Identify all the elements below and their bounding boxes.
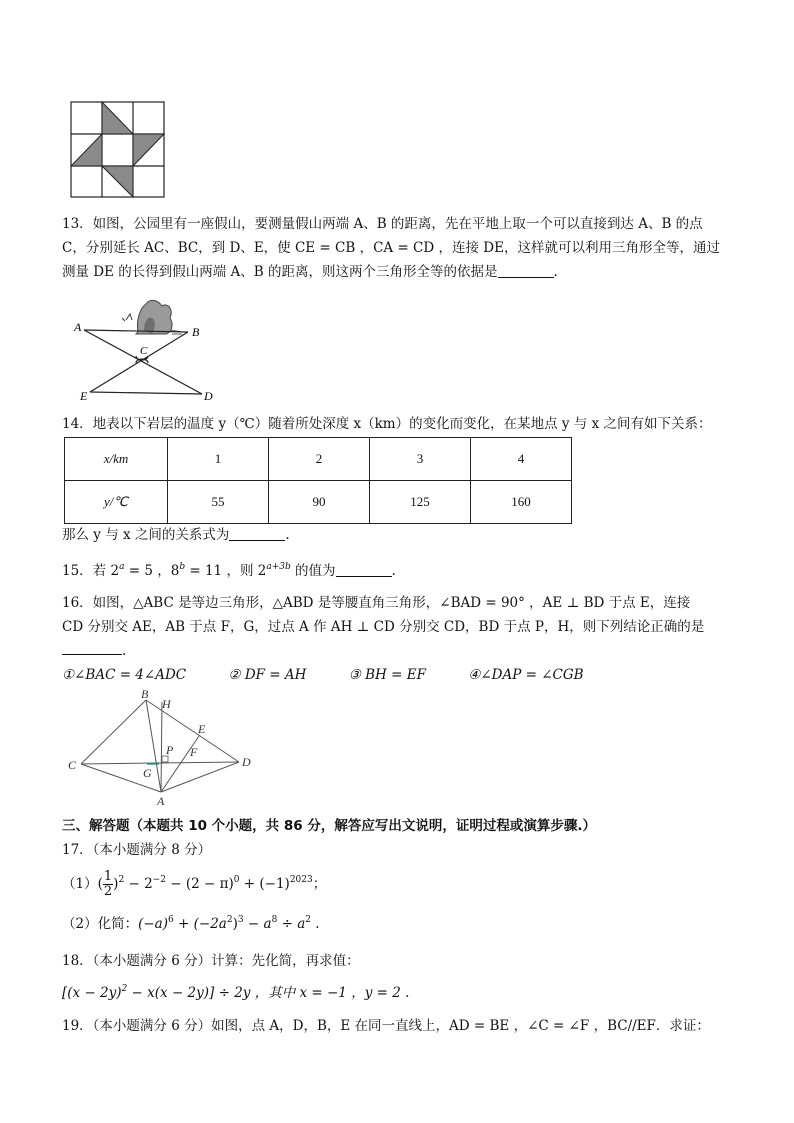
triangle-abc-abd-figure: [64, 688, 264, 806]
q16-label-g: G: [143, 766, 152, 780]
rockery-triangle-figure: [70, 290, 220, 402]
q16-label-e: E: [198, 722, 206, 736]
question-16: [62, 591, 742, 687]
q16-label-p: P: [166, 743, 174, 757]
q13-line3-text: 测量 DE 的长得到假山两端 A、B 的距离，则这两个三角形全等的依据是: [62, 264, 498, 280]
x-cell: 3: [370, 438, 471, 481]
q17-p1-end: ；: [312, 876, 327, 892]
q16-line3-end: .: [122, 643, 127, 659]
y-cell: 55: [168, 481, 269, 524]
q17-p2-e: ÷ a: [277, 916, 306, 932]
pinwheel-grid-figure: [70, 101, 166, 199]
q17-head: 17．（本小题满分 8 分）: [62, 842, 212, 858]
q17-p2-a: (−a): [138, 916, 168, 932]
q17-p2-d: − a: [243, 916, 272, 932]
q17-p1-sup1: 2: [118, 875, 125, 885]
q17-p1-a: ): [113, 876, 119, 892]
q17-p2-label: （2）化简：: [62, 916, 139, 932]
q17-part-1: （1）( $\frac{1}{2}$ )$^2 - 2^{-2} - (2 - \pi)^0 + (-1)^{2023}$；: [62, 869, 327, 899]
q15-pre: 15．若 2: [62, 563, 120, 579]
x-cell: 1: [168, 438, 269, 481]
y-cell: 90: [269, 481, 370, 524]
q17-p1-d: + (−1): [239, 876, 290, 892]
q18-expr-b: − x(x − 2y)] ÷ 2y ，其中 x = −1 ，y = 2 .: [127, 985, 410, 1001]
q17-p2-sup2: 2: [226, 915, 233, 925]
q13-label-c: C: [140, 345, 148, 357]
q13-label-b: B: [192, 325, 200, 339]
q16-label-b: B: [141, 688, 149, 701]
q16-options: [62, 663, 742, 687]
q15-mid2: = 11 ，则 2: [185, 563, 267, 579]
q17-p2-b: + (−2a: [173, 916, 227, 932]
q16-line1: 16．如图，△ABC 是等边三角形，△ABD 是等腰直角三角形，∠BAD = 90° ，AE ⊥ BD 于点 E，连接: [62, 595, 691, 611]
row-x-label: x/km: [65, 438, 168, 481]
q15-exp-a: a: [119, 562, 125, 572]
question-15: [62, 559, 742, 583]
q17-p2-c: ): [232, 916, 238, 932]
q15-post: 的值为: [290, 563, 336, 579]
q17-p1-label: （1）: [62, 876, 98, 892]
q16-option-4: ④∠DAP = ∠CGB: [468, 667, 584, 683]
q15-mid1: = 5 ，8: [124, 563, 180, 579]
depth-temperature-table: [64, 437, 572, 524]
q18-head: 18．（本小题满分 6 分）计算：先化简，再求值：: [62, 953, 360, 969]
q17-p1-b: − 2: [124, 876, 153, 892]
q19-text: 19．（本小题满分 6 分）如图，点 A，D，B，E 在同一直线上，AD = BE ，∠C = ∠F ，BC//EF．求证：: [62, 1018, 710, 1034]
q17-fraction: [103, 870, 113, 899]
q15-end: .: [391, 563, 396, 579]
q16-line3: [62, 639, 742, 663]
q16-line2: CD 分别交 AE，AB 于点 F，G，过点 A 作 AH ⊥ CD 分别交 CD，BD 于点 P，H，则下列结论正确的是: [62, 619, 705, 635]
q16-label-a: A: [157, 794, 165, 806]
q17-p1-sup2: −2: [152, 875, 166, 885]
q14-after-text: 那么 y 与 x 之间的关系式为: [62, 527, 230, 543]
section-3-title: 三、解答题（本题共 10 个小题，共 86 分，解答应写出文说明，证明过程或演算步骤.）: [62, 818, 597, 834]
answer-blank-15[interactable]: [336, 564, 392, 577]
answer-blank-14[interactable]: [229, 528, 285, 541]
q17-p2-sup1: 6: [168, 915, 174, 925]
q15-exp-b: b: [179, 562, 186, 572]
q13-label-d: D: [204, 389, 213, 402]
q17-fraction-den: 2: [103, 884, 113, 899]
y-cell: 125: [370, 481, 471, 524]
q13-line3: [62, 260, 742, 284]
q17-p1-sup4: 2023: [289, 875, 313, 885]
q17-p2-sup4: 8: [271, 915, 278, 925]
q16-label-d: D: [242, 755, 251, 769]
q16-option-1: ①∠BAC = 4∠ADC: [62, 667, 187, 683]
question-13: [62, 212, 742, 284]
row-y-label: y/℃: [65, 481, 168, 524]
q13-label-a: A: [74, 320, 82, 334]
q14-after-end: .: [285, 527, 290, 543]
q13-line2: C，分别延长 AC、BC，到 D、E，使 CE = CB ，CA = CD ，连接 DE，这样就可以利用三角形全等，通过: [62, 240, 720, 256]
x-cell: 4: [471, 438, 572, 481]
q18-expr-a: [(x − 2y): [62, 985, 122, 1001]
q13-line1: 13．如图，公园里有一座假山，要测量假山两端 A、B 的距离，先在平地上取一个可以直接到达 A、B 的点: [62, 216, 703, 232]
answer-blank-13[interactable]: [498, 265, 554, 278]
q17-fraction-num: 1: [103, 869, 113, 884]
q14-after: [62, 523, 742, 547]
q17-p2-end: .: [310, 916, 320, 932]
q16-label-f: F: [190, 745, 198, 759]
q15-exp-ab: a+3b: [266, 562, 291, 572]
q17-p2-sup5: 2: [305, 915, 311, 925]
q13-label-e: E: [80, 389, 88, 402]
q16-option-2: ② DF = AH: [228, 667, 307, 683]
answer-blank-16[interactable]: [62, 640, 122, 655]
q16-label-c: C: [68, 758, 77, 772]
q17-p2-sup3: 3: [237, 915, 244, 925]
q14-text: 14．地表以下岩层的温度 y（℃）随着所处深度 x（km）的变化而变化，在某地点 y 与 x 之间有如下关系：: [62, 416, 712, 432]
q18-expr-sup: 2: [121, 984, 128, 994]
table-row: [65, 438, 572, 481]
q16-label-h: H: [162, 697, 171, 711]
q13-line3-end: .: [553, 264, 558, 280]
y-cell: 160: [471, 481, 572, 524]
q17-part-2: [62, 912, 742, 936]
q17-p1-c: − (2 − π): [165, 876, 234, 892]
q17-p1-sup3: 0: [233, 875, 240, 885]
q16-option-3: ③ BH = EF: [348, 667, 426, 683]
table-row: [65, 481, 572, 524]
x-cell: 2: [269, 438, 370, 481]
q18-expression: [62, 981, 742, 1005]
